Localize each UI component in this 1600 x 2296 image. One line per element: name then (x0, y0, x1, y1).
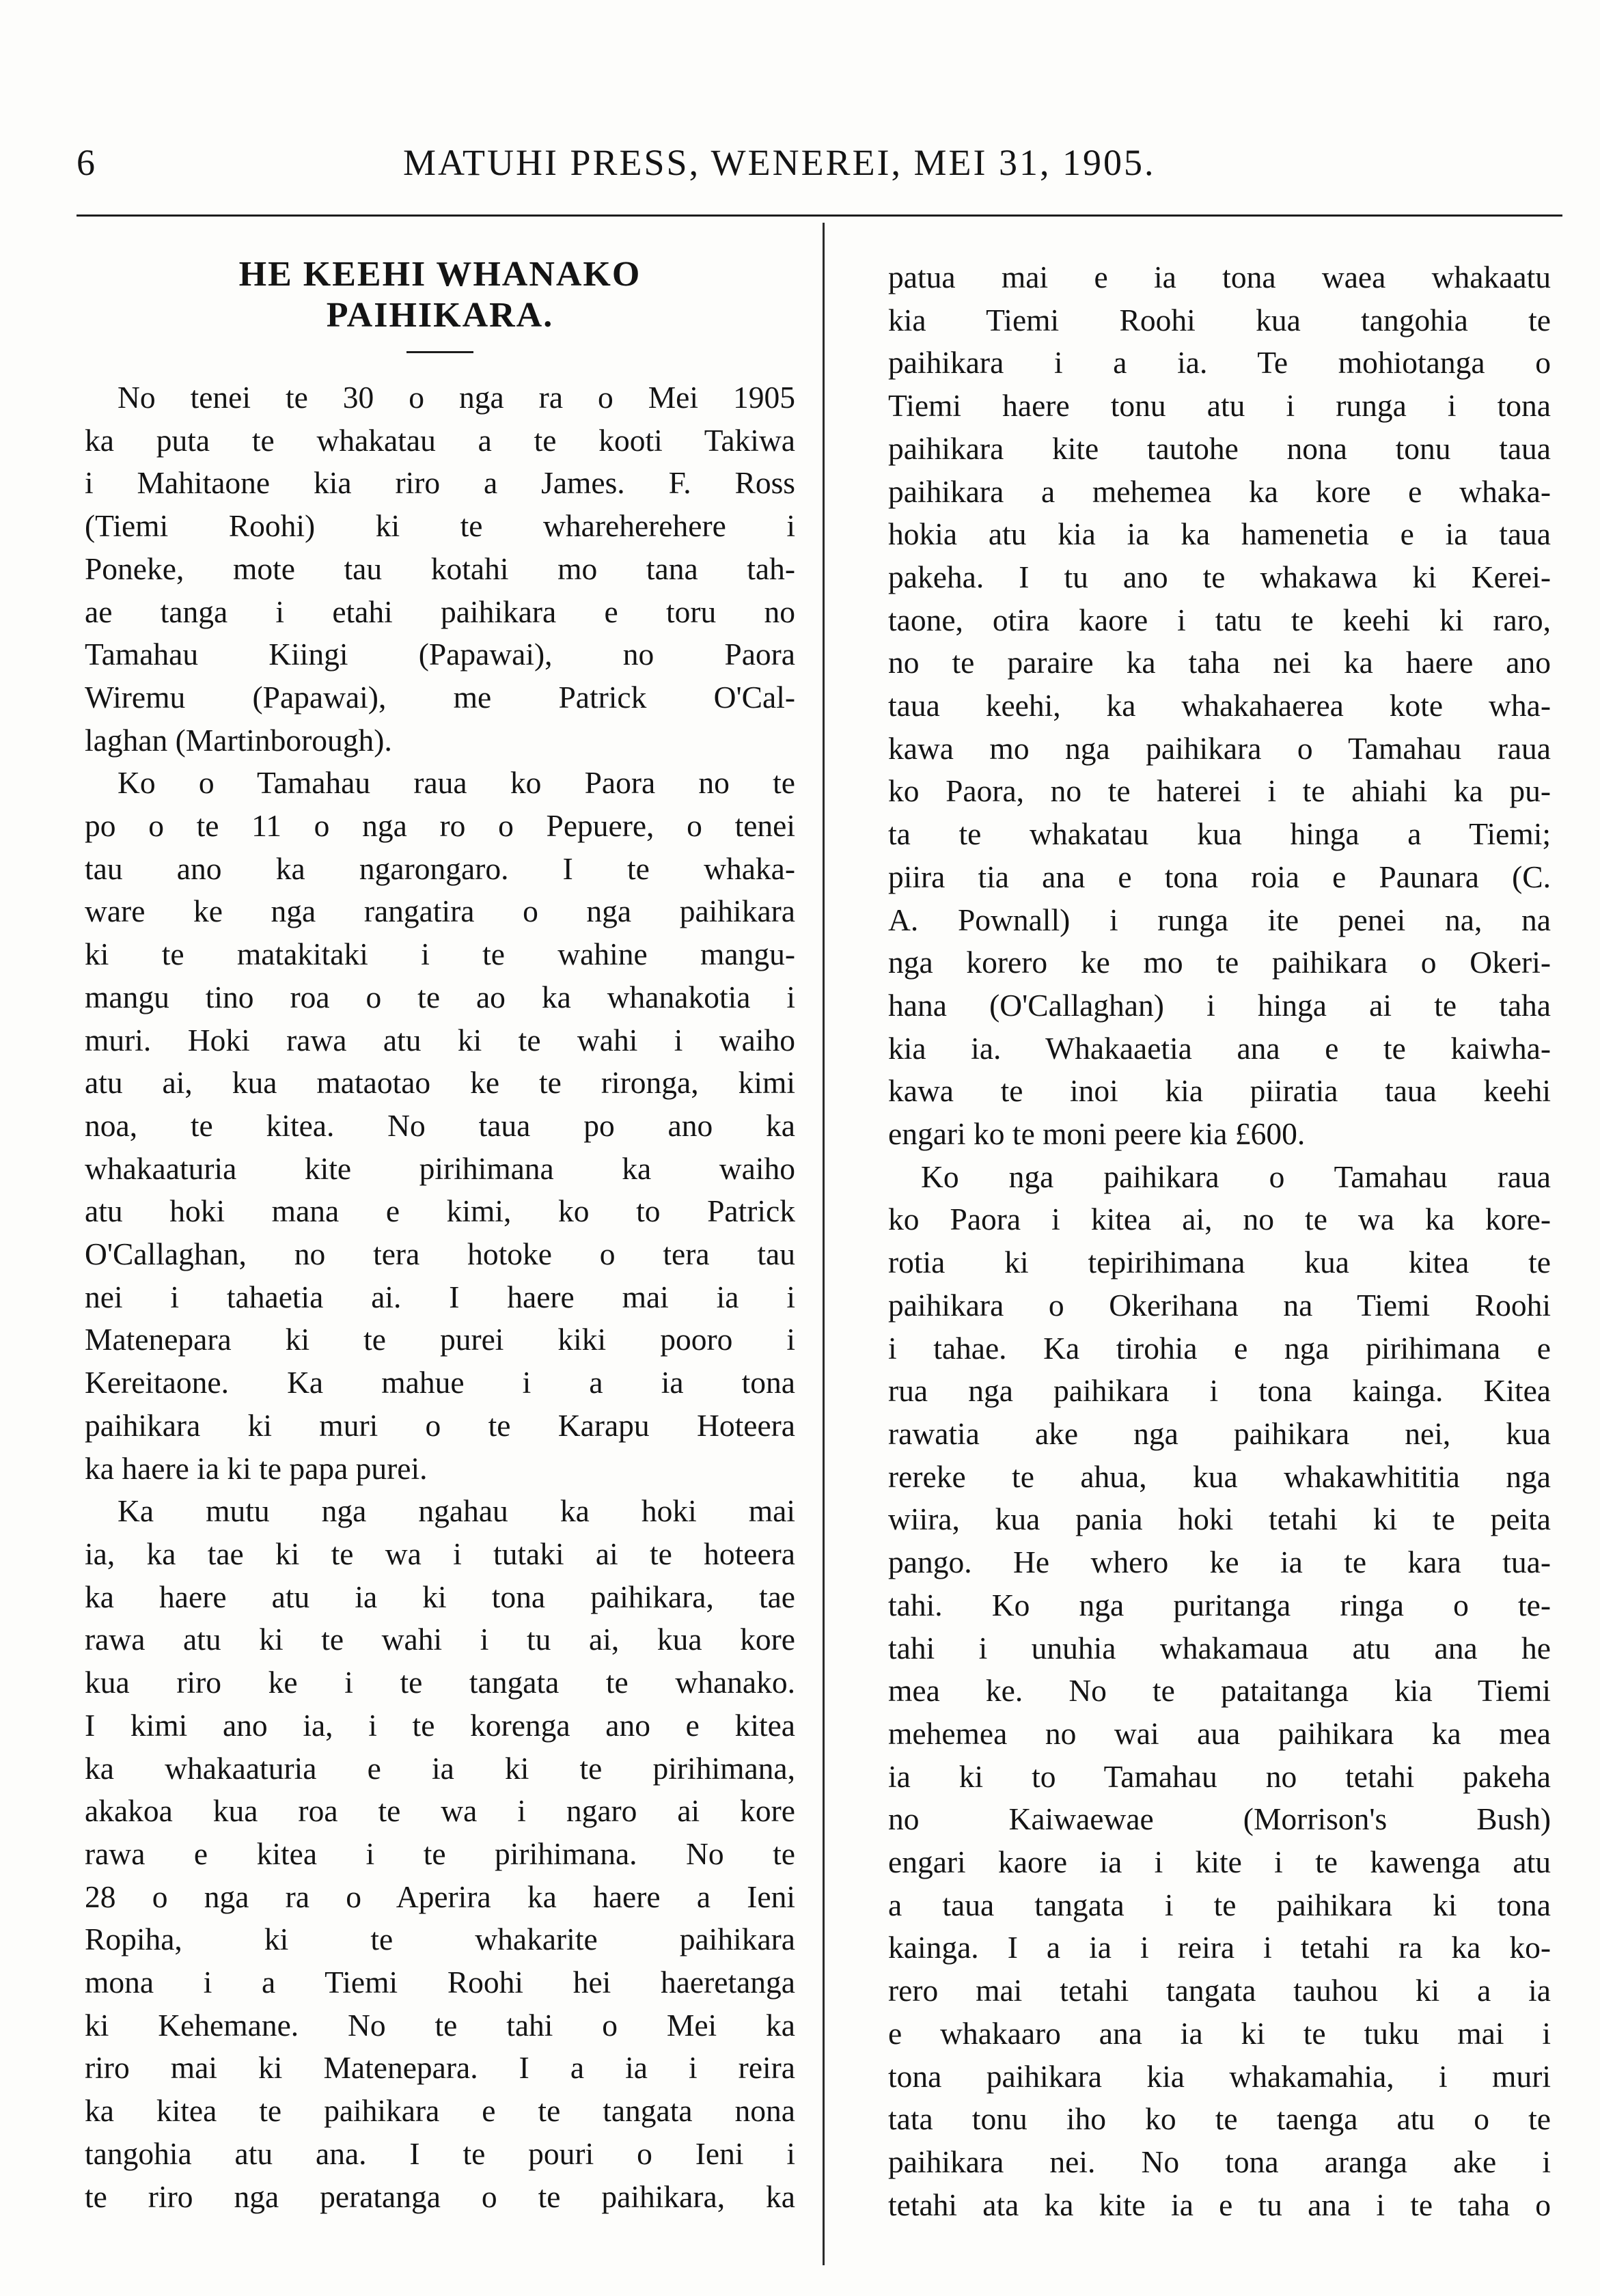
text-line: rero mai tetahi tangata tauhou ki a ia (888, 1973, 1551, 2008)
text-line: ia ki to Tamahau no tetahi pakeha (888, 1758, 1551, 1794)
text-line: nei i tahaetia ai. I haere mai ia i (85, 1279, 795, 1314)
text-line: O'Callaghan, no tera hotoke o tera tau (85, 1236, 795, 1272)
text-line: (Tiemi Roohi) ki te whareherehere i (85, 508, 795, 544)
text-line: Matenepara ki te purei kiki pooro i (85, 1322, 795, 1357)
text-line: ia, ka tae ki te wa i tutaki ai te hoteera (85, 1536, 795, 1571)
running-title: MATUHI PRESS, WENEREI, MEI 31, 1905. (403, 142, 1156, 183)
left-column (85, 254, 795, 2218)
text-line: pakeha. I tu ano te whakawa ki Kerei- (888, 559, 1551, 594)
text-line: a taua tangata i te paihikara ki tona (888, 1887, 1551, 1922)
text-line: te riro nga peratanga o te paihikara, ka (85, 2179, 795, 2214)
text-line: paihikara i a ia. Te mohiotanga o (888, 345, 1551, 381)
text-line: taua keehi, ka whakahaerea kote wha- (888, 688, 1551, 723)
text-line: mona i a Tiemi Roohi hei haeretanga (85, 1965, 795, 2000)
text-line: Ko nga paihikara o Tamahau raua (921, 1159, 1551, 1194)
text-line: no te paraire ka taha nei ka haere ano (888, 645, 1551, 680)
text-line: atu hoki mana e kimi, ko to Patrick (85, 1193, 795, 1229)
text-line: rawa e kitea i te pirihimana. No te (85, 1836, 795, 1871)
right-column-text (888, 256, 1551, 2226)
text-line: mea ke. No te pataitanga kia Tiemi (888, 1673, 1551, 1709)
text-line: ki Kehemane. No te tahi o Mei ka (85, 2007, 795, 2043)
text-line: tata tonu iho ko te taenga atu o te (888, 2101, 1551, 2137)
page-number: 6 (77, 142, 95, 183)
text-line: ka whakaaturia e ia ki te pirihimana, (85, 1750, 795, 1786)
headline-line-1: HE KEEHI WHANAKO (238, 255, 642, 294)
text-line: ko Paora i kitea ai, no te wa ka kore- (888, 1202, 1551, 1237)
text-line: pango. He whero ke ia te kara tua- (888, 1545, 1551, 1580)
text-line: i tahae. Ka tirohia e nga pirihimana e (888, 1330, 1551, 1366)
text-line: Ko o Tamahau raua ko Paora no te (118, 765, 795, 801)
text-line: taone, otira kaore i tatu te keehi ki raro, (888, 602, 1551, 637)
text-line: mehemea no wai aua paihikara ka mea (888, 1715, 1551, 1751)
text-line: e whakaaro ana ia ki te tuku mai i (888, 2015, 1551, 2051)
text-line: patua mai e ia tona waea whakaatu (888, 260, 1551, 294)
text-line: rawatia ake nga paihikara nei, kua (888, 1415, 1551, 1451)
text-line: tau ano ka ngarongaro. I te whaka- (85, 850, 795, 886)
text-line: tahi i unuhia whakamaua atu ana he (888, 1630, 1551, 1665)
text-line: ka haere ia ki te papa purei. (85, 1450, 428, 1486)
text-line: ko Paora, no te haterei i te ahiahi ka pu- (888, 773, 1551, 809)
text-line: atu ai, kua mataotao ke te rironga, kimi (85, 1065, 795, 1101)
text-line: tetahi ata ka kite ia e tu ana i te taha o (888, 2187, 1551, 2222)
text-line: ka kitea te paihikara e te tangata nona (85, 2093, 795, 2129)
text-line: paihikara o Okerihana na Tiemi Roohi (888, 1287, 1551, 1323)
text-line: wiira, kua pania hoki tetahi ki te peita (888, 1502, 1551, 1537)
text-line: Tamahau Kiingi (Papawai), no Paora (85, 637, 795, 672)
text-line: 28 o nga ra o Aperira ka haere a Ieni (85, 1879, 795, 1914)
text-line: nga korero ke mo te paihikara o Okeri- (888, 945, 1551, 980)
text-line: i Mahitaone kia riro a James. F. Ross (85, 465, 795, 501)
text-line: rua nga paihikara i tona kainga. Kitea (888, 1373, 1551, 1409)
text-line: paihikara a mehemea ka kore e whaka- (888, 473, 1551, 509)
text-line: ki te matakitaki i te wahine mangu- (85, 937, 795, 972)
left-column-text (85, 376, 795, 2218)
text-line: Tiemi haere tonu atu i runga i tona (888, 388, 1551, 424)
text-line: ka haere atu ia ki tona paihikara, tae (85, 1579, 795, 1614)
text-line: Poneke, mote tau kotahi mo tana tah- (85, 551, 795, 586)
text-line: piira tia ana e tona roia e Paunara (C. (888, 859, 1551, 894)
headline-rule (406, 351, 473, 353)
text-line: engari kaore ia i kite i te kawenga atu (888, 1844, 1551, 1880)
text-line: kia ia. Whakaaetia ana e te kaiwha- (888, 1030, 1551, 1066)
text-line: engari ko te moni peere kia £600. (888, 1116, 1306, 1152)
text-line: tangohia atu ana. I te pouri o Ieni i (85, 2135, 795, 2171)
text-line: paihikara nei. No tona aranga ake i (888, 2144, 1551, 2179)
header-rule (77, 215, 1562, 217)
column-divider (823, 223, 825, 2265)
text-line: po o te 11 o nga ro o Pepuere, o tenei (85, 808, 795, 844)
text-line: Ka mutu nga ngahau ka hoki mai (118, 1493, 795, 1529)
text-line: ware ke nga rangatira o nga paihikara (85, 894, 795, 929)
text-line: paihikara ki muri o te Karapu Hoteera (85, 1407, 795, 1443)
text-line: rawa atu ki te wahi i tu ai, kua kore (85, 1622, 795, 1657)
text-line: ta te whakatau kua hinga a Tiemi; (888, 816, 1551, 852)
text-line: Ropiha, ki te whakarite paihikara (85, 1922, 795, 1957)
text-line: ka puta te whakatau a te kooti Takiwa (85, 422, 795, 458)
text-line: I kimi ano ia, i te korenga ano e kitea (85, 1707, 795, 1743)
text-line: tona paihikara kia whakamahia, i muri (888, 2058, 1551, 2094)
text-line: kia Tiemi Roohi kua tangohia te (888, 302, 1551, 337)
text-line: muri. Hoki rawa atu ki te wahi i waiho (85, 1022, 795, 1057)
text-line: laghan (Martinborough). (85, 722, 392, 758)
headline-line-2: PAIHIKARA. (326, 296, 554, 335)
text-line: No tenei te 30 o nga ra o Mei 1905 (118, 380, 795, 415)
text-line: tahi. Ko nga puritanga ringa o te- (888, 1587, 1551, 1622)
text-line: hokia atu kia ia ka hamenetia e ia taua (888, 516, 1551, 552)
text-line: kainga. I a ia i reira i tetahi ra ka ko- (888, 1930, 1551, 1965)
text-line: noa, te kitea. No taua po ano ka (85, 1107, 795, 1143)
text-line: kawa mo nga paihikara o Tamahau raua (888, 730, 1551, 766)
text-line: Wiremu (Papawai), me Patrick O'Cal- (85, 679, 795, 715)
text-line: rereke te ahua, kua whakawhititia nga (888, 1458, 1551, 1494)
text-line: no Kaiwaewae (Morrison's Bush) (888, 1801, 1551, 1837)
text-line: riro mai ki Matenepara. I a ia i reira (85, 2050, 795, 2086)
text-line: kawa te inoi kia piiratia taua keehi (888, 1073, 1551, 1109)
text-line: hana (O'Callaghan) i hinga ai te taha (888, 987, 1551, 1023)
text-line: paihikara kite tautohe nona tonu taua (888, 430, 1551, 466)
text-line: ae tanga i etahi paihikara e toru no (85, 594, 795, 629)
right-column (888, 256, 1551, 2226)
text-line: kua riro ke i te tangata te whanako. (85, 1665, 795, 1700)
text-line: rotia ki tepirihimana kua kitea te (888, 1245, 1551, 1280)
article-headline (85, 254, 795, 336)
text-line: A. Pownall) i runga ite penei na, na (888, 902, 1551, 937)
text-line: whakaaturia kite pirihimana ka waiho (85, 1150, 795, 1186)
text-line: mangu tino roa o te ao ka whanakotia i (85, 979, 795, 1014)
text-line: akakoa kua roa te wa i ngaro ai kore (85, 1793, 795, 1829)
text-line: Kereitaone. Ka mahue i a ia tona (85, 1365, 795, 1400)
